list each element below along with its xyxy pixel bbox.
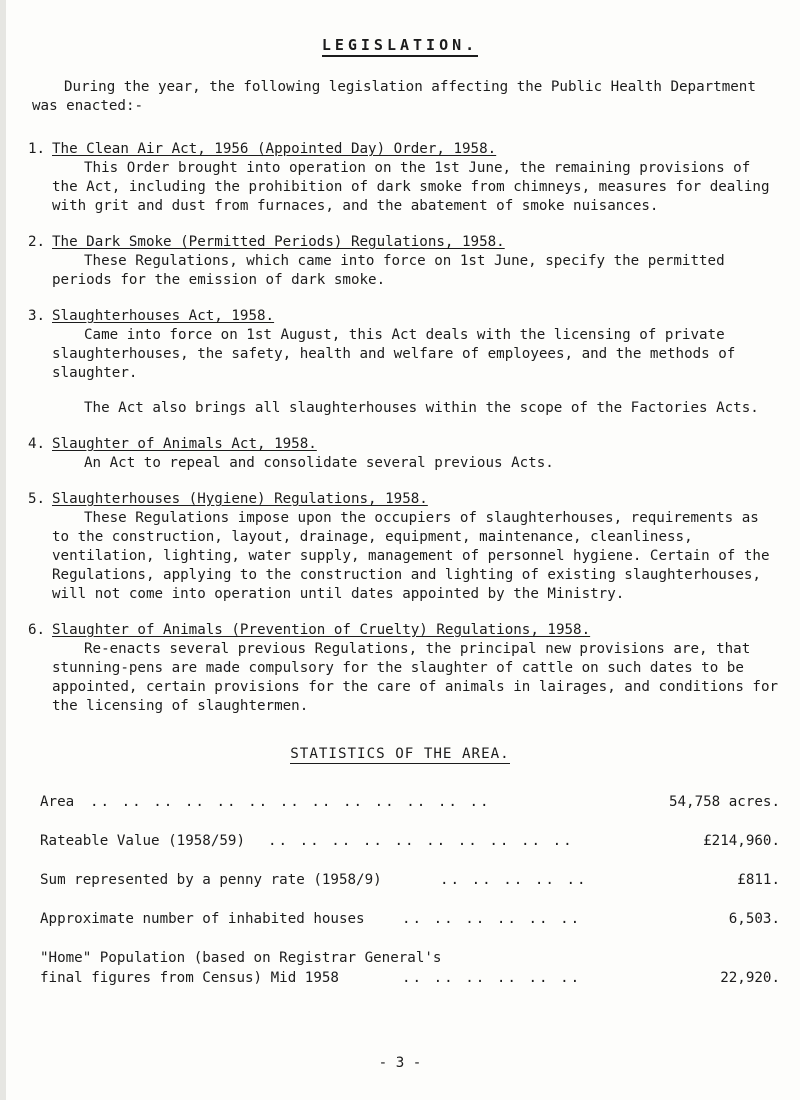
leader-dots: .. .. .. .. .. [440,872,588,888]
item-extra: The Act also brings all slaughterhouses within the scope of the Factories Acts. [84,400,759,416]
legislation-item [28,233,780,290]
statistics-table [40,793,780,1008]
item-number: 4. [28,436,46,452]
item-heading: Slaughterhouses (Hygiene) Regulations, 1958. [52,491,428,507]
stats-row [40,793,780,813]
legislation-item [28,435,780,473]
item-number: 1. [28,141,46,157]
legislation-item [28,307,780,418]
stats-label: Approximate number of inhabited houses [40,911,365,927]
stats-value: 6,503. [728,911,780,927]
stats-label: Sum represented by a penny rate (1958/9) [40,872,382,888]
item-number: 6. [28,622,46,638]
stats-label: "Home" Population (based on Registrar General's [40,950,442,966]
stats-row [40,910,780,930]
intro-paragraph [32,78,772,116]
item-body: Re-enacts several previous Regulations, the principal new provisions are, that stunning-pens are made compulsory for the slaughter of cattle on such dates to be appointed, certain provisions for the care of animals in lairages, and conditions for the licensing of slaughtermen. [52,641,779,714]
intro-text: During the year, the following legislation affecting the Public Health Department was enacted:- [32,79,756,114]
page-number: - 3 - [378,1055,422,1071]
stats-row [40,949,780,989]
stats-row [40,832,780,852]
stats-label: Rateable Value (1958/59) [40,833,245,849]
stats-row [40,871,780,891]
stats-label-continued: final figures from Census) Mid 1958 [40,970,339,986]
legislation-item [28,490,780,604]
item-heading: The Dark Smoke (Permitted Periods) Regulations, 1958. [52,234,505,250]
item-body: These Regulations, which came into force on 1st June, specify the permitted periods for the emission of dark smoke. [52,253,725,288]
item-body: An Act to repeal and consolidate several previous Acts. [84,455,554,471]
item-body: These Regulations impose upon the occupiers of slaughterhouses, requirements as to the construction, layout, drainage, equipment, maintenance, cleanliness, ventilation, lighting, water supply, management of personnel hygiene. Certain of the Regulations, applying to the construction and lighting of existing slaughterhouses, will not come into operation until dates appointed by the Ministry. [52,510,770,602]
stats-value: £811. [737,872,780,888]
item-number: 2. [28,234,46,250]
stats-value: £214,960. [703,833,780,849]
item-heading: Slaughter of Animals Act, 1958. [52,436,317,452]
item-heading: The Clean Air Act, 1956 (Appointed Day) Order, 1958. [52,141,497,157]
item-body: This Order brought into operation on the 1st June, the remaining provisions of the Act, including the prohibition of dark smoke from chimneys, measures for dealing with grit and dust from furnaces, and the abatement of smoke nuisances. [52,160,770,214]
leader-dots: .. .. .. .. .. .. .. .. .. .. .. .. .. [90,794,491,810]
stats-value: 22,920. [720,970,780,986]
legislation-item [28,140,780,216]
item-number: 5. [28,491,46,507]
statistics-heading: STATISTICS OF THE AREA. [290,746,510,762]
page-title: LEGISLATION. [0,36,800,55]
legislation-item [28,621,780,716]
page-edge [0,0,6,1100]
leader-dots: .. .. .. .. .. .. .. .. .. .. [268,833,574,849]
stats-label: Area [40,794,75,810]
item-heading: Slaughter of Animals (Prevention of Cruelty) Regulations, 1958. [52,622,591,638]
item-number: 3. [28,308,46,324]
item-body: Came into force on 1st August, this Act deals with the licensing of private slaughterhouses, the safety, health and welfare of employees, and the methods of slaughter. [52,327,736,381]
stats-value: 54,758 acres. [668,794,780,810]
item-heading: Slaughterhouses Act, 1958. [52,308,275,324]
leader-dots: .. .. .. .. .. .. [402,911,582,927]
legislation-list [28,140,780,733]
leader-dots: .. .. .. .. .. .. [402,970,582,986]
